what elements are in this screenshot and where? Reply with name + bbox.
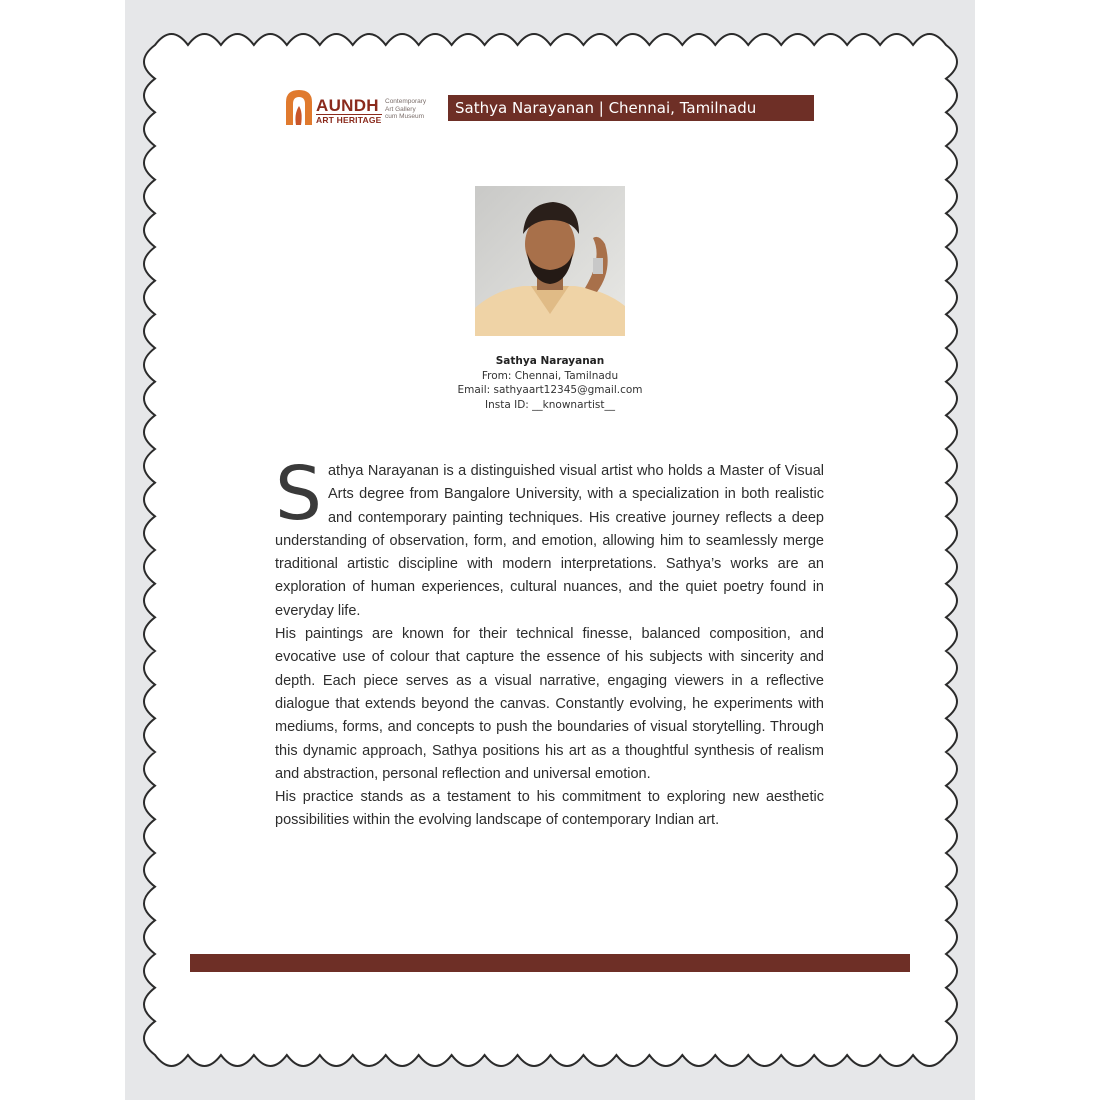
artist-bio — [275, 451, 824, 833]
logo — [284, 88, 444, 128]
logo-tagline-line: Art Gallery — [385, 105, 416, 113]
artist-from: From: Chennai, Tamilnadu — [481, 369, 619, 382]
artist-contact — [400, 354, 700, 412]
artist-portrait — [475, 186, 625, 336]
logo-tagline-line: cum Museum — [385, 113, 425, 120]
bio-paragraph: His practice stands as a testament to his commitment to exploring new aesthetic possibilities within the evolving landscape of contemporary Indian art. — [275, 789, 824, 829]
bio-paragraph — [275, 451, 824, 623]
name-banner: Sathya Narayanan | Chennai, Tamilnadu — [448, 95, 814, 121]
portrait-photo-icon — [475, 186, 625, 336]
arch-logo-icon — [284, 88, 316, 126]
drop-cap: S — [275, 451, 322, 537]
artist-insta: Insta ID: __knownartist__ — [485, 398, 615, 411]
bio-paragraph: His paintings are known for their technical finesse, balanced composition, and evocative use of colour that capture the essence of his subjects with sincerity and depth. Each piece serves as a visual narrative, engaging viewers in a reflective dialogue that extends beyond the canvas. Constantly evolving, he experiments with mediums, forms, and concepts to push the boundaries of visual storytelling. Through this dynamic approach, Sathya positions his art as a thoughtful synthesis of realism and abstraction, personal reflection and universal emotion. — [275, 626, 824, 782]
logo-name: AUNDH — [316, 96, 379, 115]
logo-subtitle: ART HERITAGE — [316, 115, 382, 125]
footer-bar — [190, 954, 910, 972]
artist-name: Sathya Narayanan — [495, 355, 605, 367]
artist-email: Email: sathyaart12345@gmail.com — [457, 384, 643, 396]
bio-paragraph-text: athya Narayanan is a distinguished visual artist who holds a Master of Visual Arts degree from Bangalore University, with a specialization in both realistic and contemporary painting techniques. His creative journey reflects a deep understanding of observation, form, and emotion, allowing him to seamlessly merge traditional artistic discipline with modern interpretations. Sathya’s works are an exploration of human experiences, cultural nuances, and the quiet poetry found in everyday life. — [275, 463, 824, 619]
logo-tagline-line: Contemporary — [385, 98, 427, 105]
logo-tagline — [385, 98, 445, 121]
header — [284, 88, 824, 128]
